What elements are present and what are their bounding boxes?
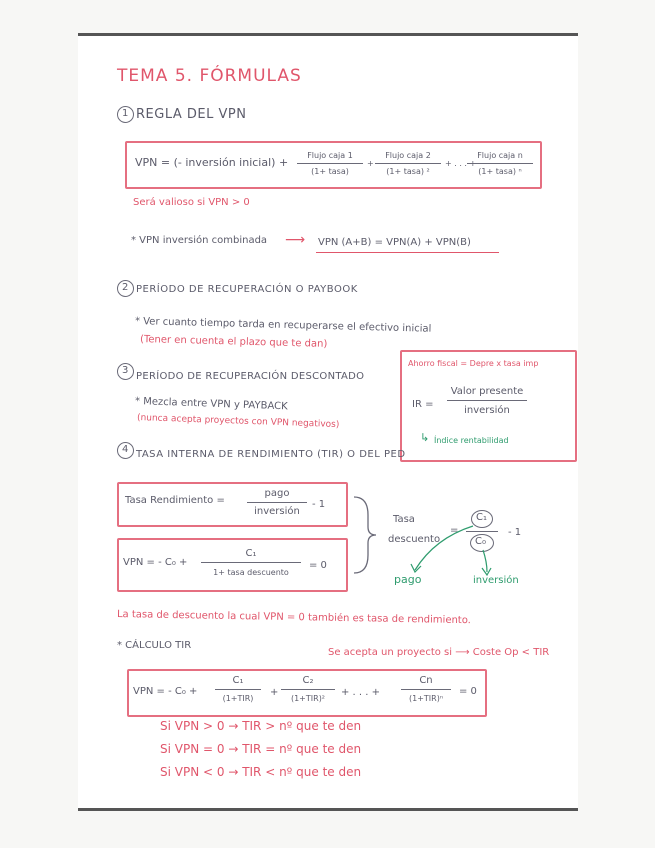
tasa-descuento-label-1: Tasa: [393, 514, 415, 525]
section-3-number: 3: [122, 365, 129, 376]
tasa-note: La tasa de descuento la cual VPN = 0 también es tasa de rendimiento.: [116, 609, 472, 627]
vpn-term-n-line: [467, 163, 533, 164]
plus-sign: +: [270, 687, 279, 698]
tir-term-n: [401, 675, 451, 703]
tir-dots: + . . . +: [341, 687, 381, 698]
vpn-tir-fraction: [201, 548, 301, 577]
ir-fraction: [447, 386, 527, 416]
section-3-heading: PERÍODO DE RECUPERACIÓN DESCONTADO: [136, 371, 365, 382]
section-2-heading: PERÍODO DE RECUPERACIÓN O PAYBOOK: [136, 284, 358, 295]
tasa-rendimiento-box: [117, 482, 348, 527]
combined-arrow: ⟶: [285, 232, 306, 248]
tasa-descuento-num: C₁: [476, 512, 487, 523]
section-2-number-circle: [117, 280, 134, 297]
vpn-term-2-num: Flujo caja 2: [385, 151, 431, 160]
tasa-line: [247, 502, 307, 503]
tir-formula-box: [127, 669, 487, 717]
section-4-number-circle: [117, 442, 134, 459]
rule-negative: Si VPN < 0 → TIR < nº que te den: [160, 765, 362, 779]
vpn-term-1-den: (1+ tasa): [311, 167, 349, 176]
tasa-descuento-equals: =: [450, 525, 459, 536]
section-3-line-2: (nunca acepta proyectos con VPN negativos): [136, 413, 340, 431]
tasa-descuento-den: C₀: [475, 536, 486, 547]
rule-zero: Si VPN = 0 → TIR = nº que te den: [160, 742, 362, 756]
inversion-label: inversión: [473, 575, 519, 586]
accept-project-note: Se acepta un proyecto si ⟶ Coste Op < TIR: [328, 647, 550, 658]
vpn-term-n: [467, 151, 533, 176]
tasa-fraction: [247, 488, 307, 517]
vpn-term-1: [297, 151, 363, 176]
plus-sign: +: [367, 159, 374, 168]
vpn-tir-lhs: VPN = - C₀ +: [123, 557, 188, 568]
tir-term-n-line: [401, 689, 451, 690]
section-1-number-circle: [117, 106, 134, 123]
tir-term-1-den: (1+TIR): [222, 694, 254, 703]
vpn-tir-den: 1+ tasa descuento: [213, 568, 289, 577]
tir-term-2: [281, 675, 335, 703]
vpn-formula-box: [125, 141, 542, 189]
section-3-line-1: * Mezcla entre VPN y PAYBACK: [134, 396, 288, 413]
tir-term-1-num: C₁: [232, 675, 244, 686]
vpn-tir-box: [117, 538, 348, 592]
tasa-descuento-label-2: descuento: [388, 534, 441, 545]
ir-box: [400, 350, 577, 462]
tasa-num: pago: [264, 488, 290, 499]
page-title: TEMA 5. FÓRMULAS: [117, 66, 302, 86]
ir-tax-savings: Ahorro fiscal = Depre x tasa imp: [408, 359, 539, 368]
tasa-lhs: Tasa Rendimiento =: [125, 495, 225, 506]
vpn-term-n-den: (1+ tasa) ⁿ: [478, 167, 522, 176]
ir-line: [447, 400, 527, 401]
ir-lhs: IR =: [412, 399, 434, 410]
section-4-heading: TASA INTERNA DE RENDIMIENTO (TIR) O DEL PED: [136, 449, 406, 460]
section-1-heading: REGLA DEL VPN: [136, 107, 247, 122]
tir-term-2-line: [281, 689, 335, 690]
tir-term-2-den: (1+TIR)²: [290, 694, 326, 703]
tir-term-n-den: (1+TIR)ⁿ: [408, 694, 444, 703]
rule-positive: Si VPN > 0 → TIR > nº que te den: [160, 719, 362, 733]
vpn-tir-line: [201, 562, 301, 563]
section-3-number-circle: [117, 363, 134, 380]
vpn-term-2: [375, 151, 441, 176]
section-1-number: 1: [122, 108, 129, 119]
calculo-tir-label: * CÁLCULO TIR: [117, 640, 192, 651]
tir-term-2-num: C₂: [302, 675, 314, 686]
tasa-descuento-tail: - 1: [508, 527, 522, 538]
tir-term-1-line: [215, 689, 261, 690]
section-4-number: 4: [122, 444, 129, 455]
paper-bottom-edge: [78, 808, 578, 811]
vpn-formula-lhs: VPN = (- inversión inicial) +: [135, 156, 289, 169]
vpn-term-2-line: [375, 163, 441, 164]
combined-formula: VPN (A+B) = VPN(A) + VPN(B): [318, 237, 471, 248]
tir-term-n-num: Cn: [419, 675, 433, 686]
ir-arrow: ↳: [420, 431, 430, 444]
green-arrows-icon: [395, 520, 515, 580]
vpn-tir-num: C₁: [245, 548, 257, 559]
tasa-den: inversión: [254, 506, 300, 517]
brace-icon: [350, 495, 380, 575]
vpn-term-1-num: Flujo caja 1: [307, 151, 353, 160]
section-2-line-1: * Ver cuanto tiempo tarda en recuperarse el efectivo inicial: [134, 316, 432, 335]
vpn-tir-tail: = 0: [309, 560, 327, 571]
pago-label: pago: [394, 573, 422, 586]
tir-term-1: [215, 675, 261, 703]
tir-lhs: VPN = - C₀ +: [133, 686, 198, 697]
vpn-dots: + . . . +: [445, 159, 477, 168]
vpn-term-2-den: (1+ tasa) ²: [386, 167, 430, 176]
section-2-line-2: (Tener en cuenta el plazo que te dan): [139, 334, 328, 350]
tasa-tail: - 1: [312, 499, 326, 510]
ir-den: inversión: [464, 405, 510, 416]
vpn-term-n-num: Flujo caja n: [477, 151, 523, 160]
vpn-term-1-line: [297, 163, 363, 164]
ir-num: Valor presente: [450, 386, 524, 397]
tir-tail: = 0: [459, 686, 477, 697]
section-2-number: 2: [122, 282, 129, 293]
vpn-value-note: Será valioso si VPN > 0: [133, 197, 250, 208]
combined-investment-label: * VPN inversión combinada: [131, 235, 268, 246]
ir-note: Índice rentabilidad: [434, 436, 509, 445]
combined-formula-underline: [316, 252, 499, 253]
